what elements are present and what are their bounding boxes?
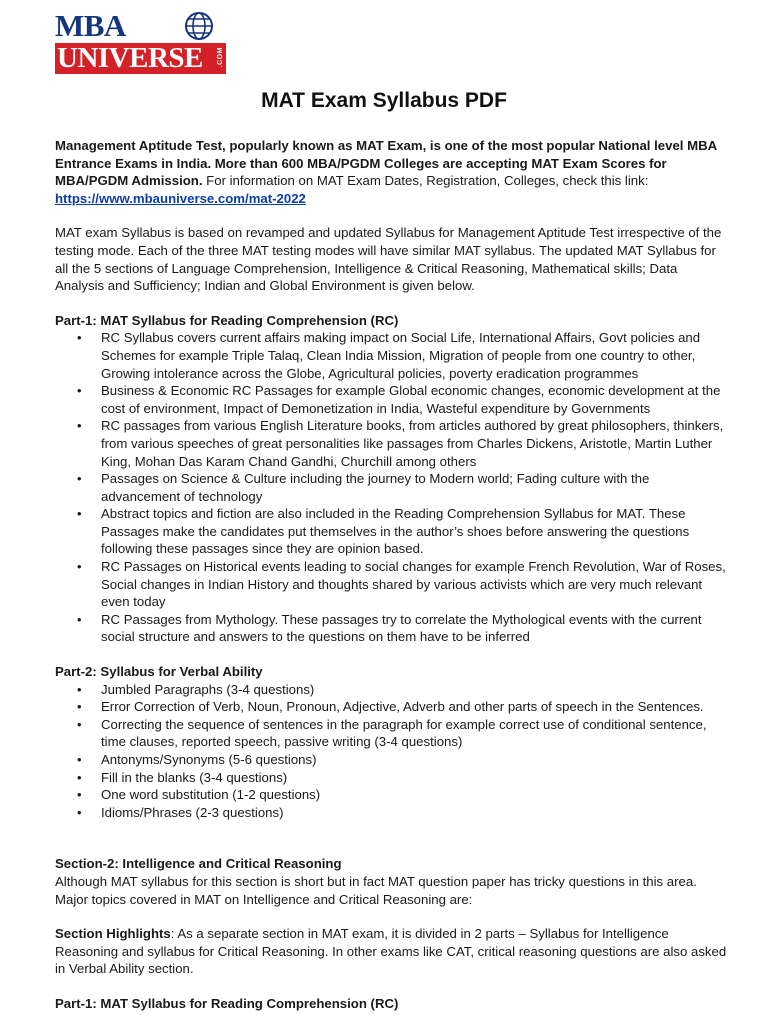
part1-repeat-heading: Part-1: MAT Syllabus for Reading Comprehension (RC) <box>55 995 399 1011</box>
list-item: • Error Correction of Verb, Noun, Pronoun, Adjective, Adverb and other parts of speech in the Sentences. <box>55 698 727 716</box>
section2-heading: Section-2: Intelligence and Critical Reasoning <box>55 856 342 872</box>
part2-list <box>55 681 727 822</box>
intro-paragraph <box>55 137 727 207</box>
list-item: • RC Syllabus covers current affairs making impact on Social Life, International Affairs, Govt policies and Schemes for example Triple Talaq, Clean India Mission, Migration of people from one country to other, Growing intolerance across the Globe, Agricultural policies, poverty eradication programmes <box>55 329 727 382</box>
list-item: • Antonyms/Synonyms (5-6 questions) <box>55 751 727 769</box>
list-item: • Jumbled Paragraphs (3-4 questions) <box>55 681 727 699</box>
list-item: • Passages on Science & Culture including the journey to Modern world; Fading culture with the advancement of technology <box>55 470 727 505</box>
list-item: • Abstract topics and fiction are also included in the Reading Comprehension Syllabus for MAT. These Passages make the candidates put themselves in the author’s shoes before answering the questions following these passages since they are opinion based. <box>55 505 727 558</box>
overview-paragraph: MAT exam Syllabus is based on revamped and updated Syllabus for Management Aptitude Test irrespective of the testing mode. Each of the three MAT testing modes will have similar MAT syllabus. The updated MAT Syllabus for all the 5 sections of Language Comprehension, Intelligence & Critical Reasoning, Mathematical skills; Data Analysis and Sufficiency; Indian and Global Environment is given below. <box>55 225 722 294</box>
logo-line-2: UNIVERSE .COM <box>57 42 224 74</box>
list-item: • One word substitution (1-2 questions) <box>55 786 727 804</box>
part1-heading: Part-1: MAT Syllabus for Reading Comprehension (RC) <box>55 312 399 328</box>
list-item: • Idioms/Phrases (2-3 questions) <box>55 804 727 822</box>
intro-normal-text: For information on MAT Exam Dates, Registration, Colleges, check this link: <box>202 173 649 189</box>
list-item: • Correcting the sequence of sentences in the paragraph for example correct use of conditional sentence, time clauses, reported speech, passive writing (3-4 questions) <box>55 716 727 751</box>
section-highlights-text: : As a separate section in MAT exam, it is divided in 2 parts – Syllabus for Intelligence Reasoning and syllabus for Critical Reasoning. In other exams like CAT, critical reasoning questions are also asked in Verbal Ability section. <box>55 926 727 977</box>
section-highlights-paragraph <box>55 925 727 978</box>
logo-suffix: .COM <box>217 47 224 68</box>
section2-paragraph: Although MAT syllabus for this section is short but in fact MAT question paper has tricky questions in this area. Major topics covered in MAT on Intelligence and Critical Reasoning are: <box>55 873 697 907</box>
part2-heading: Part-2: Syllabus for Verbal Ability <box>55 664 263 680</box>
part1-list <box>55 329 727 646</box>
logo-line-1: MBA <box>55 11 205 39</box>
mbauniverse-logo <box>55 8 226 74</box>
intro-bold-text: Management Aptitude Test, popularly known as MAT Exam, is one of the most popular National level MBA Entrance Exams in India. More than 600 MBA/PGDM Colleges are accepting MAT Exam Scores for MBA/PGDM Admission. <box>55 138 717 189</box>
list-item: • Business & Economic RC Passages for example Global economic changes, economic development at the cost of environment, Impact of Demonetization in India, Wasteful expenditure by Governments <box>55 382 727 417</box>
mat-2022-link[interactable]: https://www.mbauniverse.com/mat-2022 <box>55 190 306 206</box>
list-item: • RC passages from various English Literature books, from articles authored by great philosophers, thinkers, from various speeches of great personalities like passages from Charles Dickens, Aristotle, Martin Luther King, Mohan Das Karam Chand Gandhi, Churchill among others <box>55 417 727 470</box>
document-body <box>55 137 727 1013</box>
list-item: • Fill in the blanks (3-4 questions) <box>55 769 727 787</box>
page-title: MAT Exam Syllabus PDF <box>261 89 507 112</box>
section-highlights-label: Section Highlights <box>55 926 171 942</box>
globe-icon <box>181 11 217 41</box>
list-item: • RC Passages on Historical events leading to social changes for example French Revolution, War of Roses, Social changes in Indian History and thoughts shared by various activists which are very much relevant even today <box>55 558 727 611</box>
list-item: • RC Passages from Mythology. These passages try to correlate the Mythological events with the current social structure and answers to the questions on them have to be inferred <box>55 611 727 646</box>
